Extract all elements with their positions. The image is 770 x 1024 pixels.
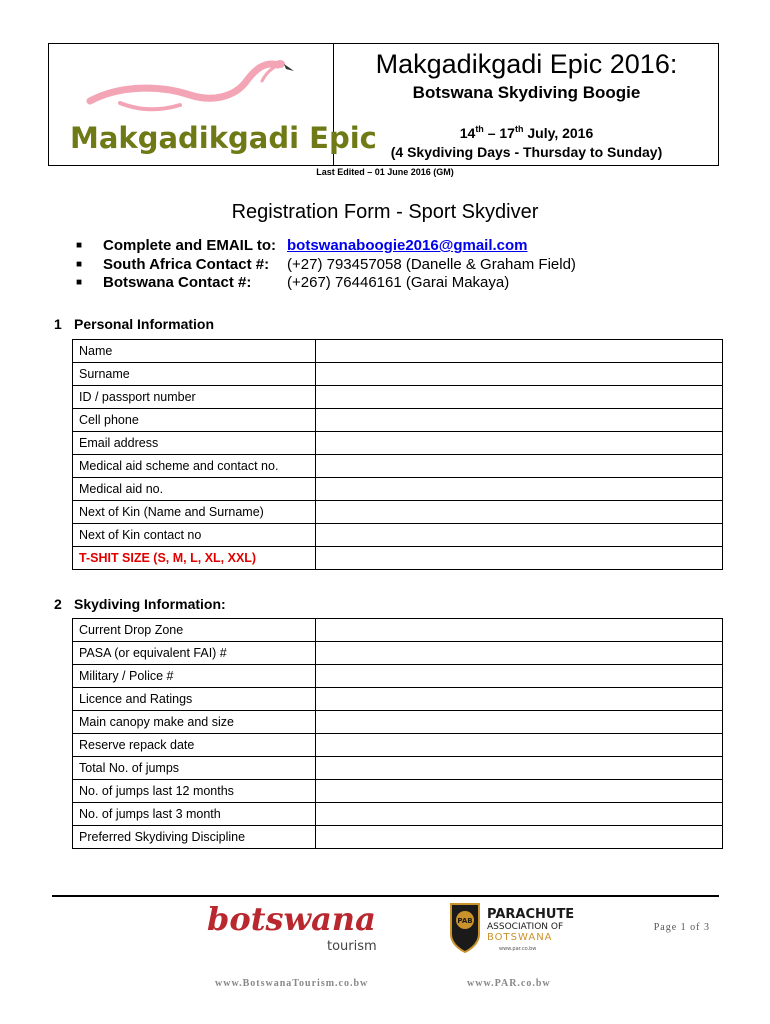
field-label: Preferred Skydiving Discipline bbox=[73, 826, 316, 849]
svg-text:www.par.co.bw: www.par.co.bw bbox=[499, 946, 537, 952]
contact-label: Botswana Contact #: bbox=[103, 274, 252, 291]
form-title: Registration Form - Sport Skydiver bbox=[231, 201, 539, 223]
table-row bbox=[73, 734, 723, 757]
field-label: Main canopy make and size bbox=[73, 711, 316, 734]
table-row bbox=[73, 780, 723, 803]
event-dates: 14th – 17th July, 2016 bbox=[459, 124, 594, 141]
field-label: Next of Kin contact no bbox=[73, 524, 316, 547]
field-input[interactable] bbox=[315, 619, 722, 642]
table-row bbox=[73, 757, 723, 780]
field-input[interactable] bbox=[315, 478, 722, 501]
par-url[interactable]: www.PAR.co.bw bbox=[467, 978, 551, 989]
field-label: Licence and Ratings bbox=[73, 688, 316, 711]
table-row bbox=[73, 711, 723, 734]
table-row bbox=[73, 524, 723, 547]
contact-value: (+267) 76446161 (Garai Makaya) bbox=[287, 274, 510, 291]
svg-text:PARACHUTE: PARACHUTE bbox=[487, 907, 575, 922]
parachute-association-logo bbox=[447, 900, 575, 956]
bullet-icon: ■ bbox=[76, 259, 83, 270]
field-label-tshirt-size: T-SHIT SIZE (S, M, L, XL, XXL) bbox=[73, 547, 316, 570]
field-input[interactable] bbox=[315, 688, 722, 711]
field-label: Total No. of jumps bbox=[73, 757, 316, 780]
field-label: Military / Police # bbox=[73, 665, 316, 688]
table-row bbox=[73, 826, 723, 849]
table-row bbox=[73, 432, 723, 455]
table-row bbox=[73, 386, 723, 409]
contact-label: South Africa Contact #: bbox=[103, 256, 270, 273]
table-row bbox=[73, 340, 723, 363]
makgadikgadi-epic-logo bbox=[50, 45, 377, 164]
field-label: Medical aid no. bbox=[73, 478, 316, 501]
section-title-personal: 1 Personal Information bbox=[54, 316, 215, 332]
field-input[interactable] bbox=[315, 665, 722, 688]
field-input[interactable] bbox=[315, 340, 722, 363]
page-number: Page 1 of 3 bbox=[653, 922, 710, 933]
botswana-tourism-url[interactable]: www.BotswanaTourism.co.bw bbox=[215, 978, 369, 989]
field-input[interactable] bbox=[315, 432, 722, 455]
field-label: Reserve repack date bbox=[73, 734, 316, 757]
svg-text:Makgadikgadi Epic: Makgadikgadi Epic bbox=[70, 121, 377, 155]
table-row bbox=[73, 501, 723, 524]
footer-rule bbox=[52, 895, 719, 897]
field-label: Current Drop Zone bbox=[73, 619, 316, 642]
table-row bbox=[73, 455, 723, 478]
table-row bbox=[73, 803, 723, 826]
last-edited-note: Last Edited – 01 June 2016 (GM) bbox=[316, 167, 454, 177]
field-label: Email address bbox=[73, 432, 316, 455]
field-input[interactable] bbox=[315, 642, 722, 665]
field-label: Surname bbox=[73, 363, 316, 386]
svg-text:BOTSWANA: BOTSWANA bbox=[487, 932, 553, 943]
field-input[interactable] bbox=[315, 711, 722, 734]
table-row bbox=[73, 642, 723, 665]
field-label: No. of jumps last 12 months bbox=[73, 780, 316, 803]
field-input[interactable] bbox=[315, 780, 722, 803]
field-input[interactable] bbox=[315, 803, 722, 826]
botswana-tourism-logo bbox=[205, 900, 385, 958]
event-subtitle: Botswana Skydiving Boogie bbox=[412, 83, 641, 102]
field-input[interactable] bbox=[315, 363, 722, 386]
svg-text:PAB: PAB bbox=[457, 917, 473, 925]
svg-text:botswana: botswana bbox=[207, 900, 376, 938]
table-row bbox=[73, 478, 723, 501]
table-row bbox=[73, 409, 723, 432]
field-input[interactable] bbox=[315, 524, 722, 547]
field-input[interactable] bbox=[315, 501, 722, 524]
field-label: No. of jumps last 3 month bbox=[73, 803, 316, 826]
field-input[interactable] bbox=[315, 409, 722, 432]
field-input[interactable] bbox=[315, 547, 722, 570]
table-row bbox=[73, 688, 723, 711]
event-days-note: (4 Skydiving Days - Thursday to Sunday) bbox=[390, 144, 663, 160]
field-input[interactable] bbox=[315, 455, 722, 478]
bullet-icon: ■ bbox=[76, 277, 83, 288]
field-label: Medical aid scheme and contact no. bbox=[73, 455, 316, 478]
table-row bbox=[73, 619, 723, 642]
field-label: Name bbox=[73, 340, 316, 363]
field-label: PASA (or equivalent FAI) # bbox=[73, 642, 316, 665]
svg-text:ASSOCIATION OF: ASSOCIATION OF bbox=[487, 922, 564, 932]
personal-info-table bbox=[72, 339, 723, 570]
contact-value: (+27) 793457058 (Danelle & Graham Field) bbox=[287, 256, 576, 273]
field-input[interactable] bbox=[315, 826, 722, 849]
table-row bbox=[73, 665, 723, 688]
table-row bbox=[73, 363, 723, 386]
email-link[interactable]: botswanaboogie2016@gmail.com bbox=[287, 237, 528, 254]
skydiving-info-table bbox=[72, 618, 723, 849]
field-label: ID / passport number bbox=[73, 386, 316, 409]
section-title-skydiving: 2 Skydiving Information: bbox=[54, 596, 226, 612]
svg-text:tourism: tourism bbox=[327, 939, 377, 954]
table-row bbox=[73, 547, 723, 570]
event-title: Makgadikgadi Epic 2016: bbox=[375, 49, 678, 79]
field-input[interactable] bbox=[315, 734, 722, 757]
field-label: Cell phone bbox=[73, 409, 316, 432]
field-label: Next of Kin (Name and Surname) bbox=[73, 501, 316, 524]
field-input[interactable] bbox=[315, 757, 722, 780]
bullet-icon: ■ bbox=[76, 240, 83, 251]
contact-label: Complete and EMAIL to: bbox=[103, 237, 277, 254]
field-input[interactable] bbox=[315, 386, 722, 409]
